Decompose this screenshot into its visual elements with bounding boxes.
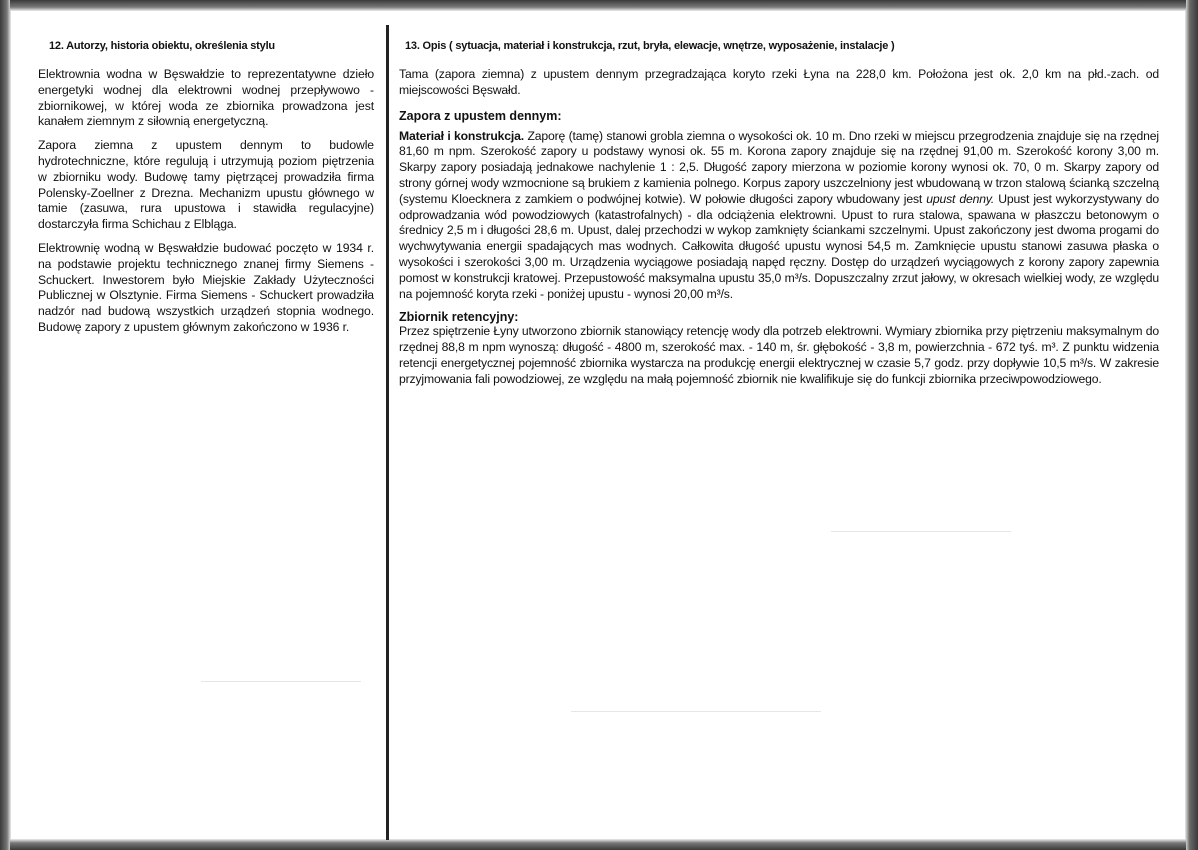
section-13-intro: Tama (zapora ziemna) z upustem dennym przegradzająca koryto rzeki Łyna na 228,0 km. Położona jest ok. 2,0 km na płd.-zach. od miejscowości Bęswałd.	[399, 67, 1159, 97]
section-13-heading: 13. Opis ( sytuacja, materiał i konstrukcja, rzut, bryła, elewacje, wnętrze, wyposażenie, instalacje )	[405, 40, 895, 52]
section-12-heading: 12. Autorzy, historia obiektu, określenia stylu	[49, 40, 275, 52]
dam-text-part-2: Upust jest wykorzystywany do odprowadzania wód powodziowych (katastrofalnych) - dla odciążenia elektrowni. Upust to rura stalowa, spawana w płaszczu betonowym o średnicy 2,5 m i długości 28,6 m. Upust, dalej przechodzi w wykop zamknięty ściankami szczelnymi. Upust zakończony jest dwoma progami do wychwytywania energii spadających mas wodnych. Całkowita długość upustu wynosi 54,5 m. Zamknięcie upustu stanowi zasuwa płaska o wysokości i szerokości 3,00 m. Urządzenia wyciągowe posiadają napęd ręczny. Dostęp do urządzeń wyciągowych z korony zapory zapewnia pomost w konstrukcji kratowej. Przepustowość maksymalna upustu 35,0 m³/s. Dopuszczalny zrzut jałowy, w okresach wielkiej wody, ze względu na pojemność koryta rzeki - poniżej upustu - wynosi 20,00 m³/s.	[399, 191, 1160, 301]
scan-border-top	[0, 0, 1198, 10]
reservoir-description: Przez spiętrzenie Łyny utworzono zbiornik stanowiący retencję wody dla potrzeb elektrowni. Wymiary zbiornika przy piętrzeniu maksymalnym do rzędnej 88,8 m npm wynoszą: długość - 4800 m, szerokość max. - 140 m, śr. głębokość - 3,8 m, powierzchnia - 672 tyś. m³. Z punktu widzenia retencji energetycznej pojemność zbiornika wystarcza na produkcję energii elektrycznej w czasie 5,7 godz. przy dopływie 10,5 m³/s. W zakresie przyjmowania fali powodziowej, ze względu na małą pojemność zbiornik nie kwalifikuje się do funkcji zbiornika przeciwpowodziowego.	[399, 324, 1159, 386]
bottom-outlet-term: upust denny.	[926, 191, 995, 206]
faint-bleed-line	[831, 531, 1011, 532]
faint-bleed-line	[201, 681, 361, 682]
faint-bleed-line	[571, 711, 821, 712]
section-12-paragraph-2: Zapora ziemna z upustem dennym to budowle hydrotechniczne, które regulują i utrzymują poziom piętrzenia w zbiorniku wody. Budowę tamy piętrzącej prowadziła firma Polensky-Zoellner z Drezna. Mechanizm upustu głównego w tamie (zasuwa, rura upustowa i stawidła regulacyjne) dostarczyła firma Schichau z Elbląga.	[38, 138, 374, 232]
reservoir-subheading: Zbiornik retencyjny:	[399, 310, 519, 325]
column-divider	[386, 25, 389, 840]
section-12-column	[38, 36, 374, 344]
scan-border-left	[0, 0, 10, 850]
section-12-paragraph-3: Elektrownię wodną w Bęswałdzie budować poczęto w 1934 r. na podstawie projektu technicznego znanej firmy Siemens - Schuckert. Inwestorem było Miejskie Zakłady Użyteczności Publicznej w Olsztynie. Firma Siemens - Schuckert prowadziła nadzór nad budową wszystkich urządzeń stopnia wodnego. Budowę zapory z upustem głównym zakończono w 1936 r.	[38, 240, 374, 334]
section-13-column	[399, 36, 1159, 396]
section-12-paragraph-1: Elektrownia wodna w Bęswałdzie to reprezentatywne dzieło energetyki wodnej dla elektrowni wodnej przepływowo - zbiornikowej, w której woda ze zbiornika prowadzona jest kanałem ziemnym z siłownią energetyczną.	[38, 67, 374, 129]
dam-text-part-1: Zaporę (tamę) stanowi grobla ziemna o wysokości ok. 10 m. Dno rzeki w miejscu przegrodzenia znajduje się na rzędnej 81,60 m npm. Szerokość zapory u podstawy wynosi ok. 55 m. Korona zapory znajduje się na rzędnej 91,00 m. Szerokość korony 3,00 m. Skarpy zapory posiadają jednakowe nachylenie 1 : 2,5. Długość zapory mierzona w poziomie korony wynosi ok. 70, 0 m. Skarpy zapory od strony górnej wody wzmocnione są brukiem z kamienia polnego. Korpus zapory uszczelniony jest wbudowaną w trzon stalową ścianką szczelną (systemu Kloecknera z zamkiem o podwójnej kotwie). W połowie długości zapory wbudowany jest	[399, 128, 1159, 206]
dam-description	[399, 129, 1159, 303]
scan-border-right	[1186, 0, 1198, 850]
dam-subheading: Zapora z upustem dennym:	[399, 108, 562, 123]
scan-border-bottom	[0, 840, 1198, 850]
material-construction-label: Materiał i konstrukcja.	[399, 128, 524, 143]
